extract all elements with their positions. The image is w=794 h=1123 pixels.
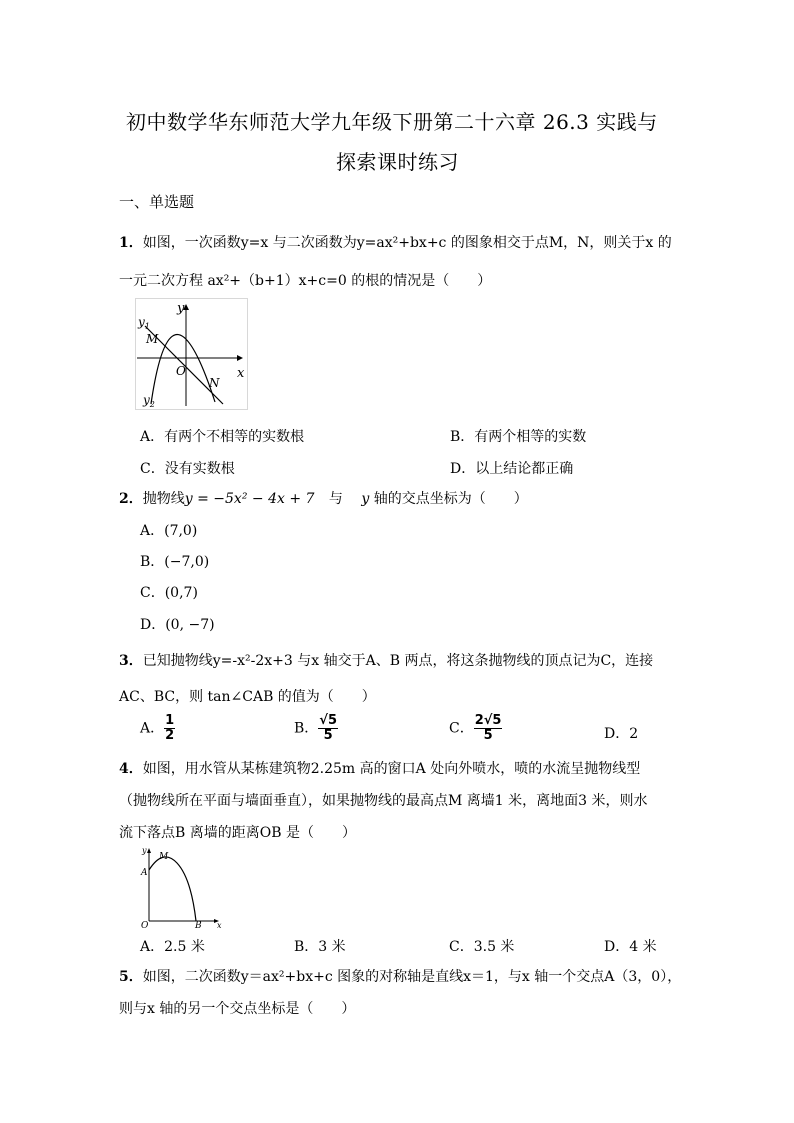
option-b[interactable]: B．3 米 <box>294 939 346 955</box>
question-text: 如图，一次函数y=x 与二次函数为y=ax²+bx+c 的图象相交于点M，N，则关于x 的 <box>142 235 672 251</box>
question-number: 2． <box>119 491 143 507</box>
option-c[interactable]: C．3.5 米 <box>449 939 515 955</box>
option-a[interactable]: A．(7,0) <box>140 523 198 539</box>
option-label: C． <box>449 720 474 737</box>
origin-label: O <box>141 921 149 929</box>
question-4-line3: 流下落点B 离墙的距离OB 是（ ） <box>119 825 356 841</box>
option-b[interactable] <box>294 714 338 743</box>
point-m-label: M <box>159 852 169 862</box>
question-1-line1 <box>119 232 672 252</box>
option-a[interactable] <box>140 714 175 743</box>
option-c[interactable]: C．没有实数根 <box>140 461 235 477</box>
y1-label: $y_1$ <box>138 315 150 331</box>
fraction: $\frac{1}{2}$ <box>165 713 175 743</box>
option-label: A． <box>140 720 165 737</box>
question-5-line1 <box>119 966 681 986</box>
point-m-label: M <box>146 332 159 346</box>
question-1-graph <box>135 298 248 410</box>
option-b[interactable]: B．有两个相等的实数 <box>450 429 587 445</box>
option-c[interactable] <box>449 714 502 743</box>
y-axis-label: y <box>177 301 185 316</box>
question-text: 如图，二次函数y＝ax²+bx+c 图象的对称轴是直线x＝1，与x 轴一个交点A（3，0）， <box>142 969 682 985</box>
y2-label: $y_2$ <box>143 393 155 409</box>
formula: y = −5x² − 4x + 7 <box>184 491 315 507</box>
y-axis-label: y <box>142 846 147 855</box>
water-parabola <box>149 857 196 921</box>
option-d[interactable]: D．(0, −7) <box>140 617 215 633</box>
option-d[interactable]: D．以上结论都正确 <box>450 461 574 477</box>
question-text-middle: 与 <box>328 491 343 507</box>
question-5-line2: 则与x 轴的另一个交点坐标是（ ） <box>119 1001 356 1017</box>
option-label: B． <box>294 720 319 737</box>
option-d[interactable]: D．2 <box>604 726 639 742</box>
question-3-line1 <box>119 650 653 670</box>
question-2-line1 <box>119 488 528 508</box>
point-b-label: B <box>195 921 202 929</box>
y-axis-arrow <box>147 848 151 853</box>
option-b[interactable]: B．(−7,0) <box>140 554 210 570</box>
option-c[interactable]: C．(0,7) <box>140 585 198 601</box>
point-n-label: N <box>209 376 220 390</box>
question-text: 已知抛物线y=-x²-2x+3 与x 轴交于A、B 两点，将这条抛物线的顶点记为C，连接 <box>142 653 654 669</box>
option-a[interactable]: A．有两个不相等的实数根 <box>140 429 305 445</box>
page-title-line2: 探索课时练习 <box>336 150 459 174</box>
question-number: 5． <box>119 969 143 985</box>
question-1-line2: 一元二次方程 ax²+（b+1）x+c=0 的根的情况是（ ） <box>119 273 492 289</box>
page-title-line1: 初中数学华东师范大学九年级下册第二十六章 26.3 实践与 <box>126 110 658 134</box>
option-d[interactable]: D．4 米 <box>604 939 657 955</box>
section-heading: 一、单选题 <box>119 193 195 211</box>
question-4-line1 <box>119 758 640 778</box>
question-3-line2: AC、BC，则 tan∠CAB 的值为（ ） <box>119 689 376 705</box>
origin-label: O <box>176 364 186 378</box>
question-number: 4． <box>119 761 143 777</box>
question-text: 如图，用水管从某栋建筑物2.25m 高的窗口A 处向外喷水，喷的水流呈抛物线型 <box>142 761 641 777</box>
question-number: 1． <box>119 235 143 251</box>
point-a-label: A <box>141 868 148 878</box>
question-4-line2: （抛物线所在平面与墙面垂直），如果抛物线的最高点M 离墙1 米，离地面3 米，则水 <box>119 793 648 809</box>
option-a[interactable]: A．2.5 米 <box>140 939 205 955</box>
question-text-prefix: 抛物线 <box>142 491 185 507</box>
question-text-suffix: 轴的交点坐标为（ ） <box>373 491 528 507</box>
x-axis-arrow <box>237 355 243 361</box>
fraction: $\frac{2√5}{5}$ <box>474 713 502 743</box>
fraction: $\frac{√5}{5}$ <box>319 713 338 743</box>
question-4-graph <box>137 843 223 929</box>
axis-symbol: y <box>361 491 370 507</box>
x-axis-label: x <box>237 366 245 381</box>
question-number: 3． <box>119 653 143 669</box>
x-axis-label: x <box>217 921 222 929</box>
